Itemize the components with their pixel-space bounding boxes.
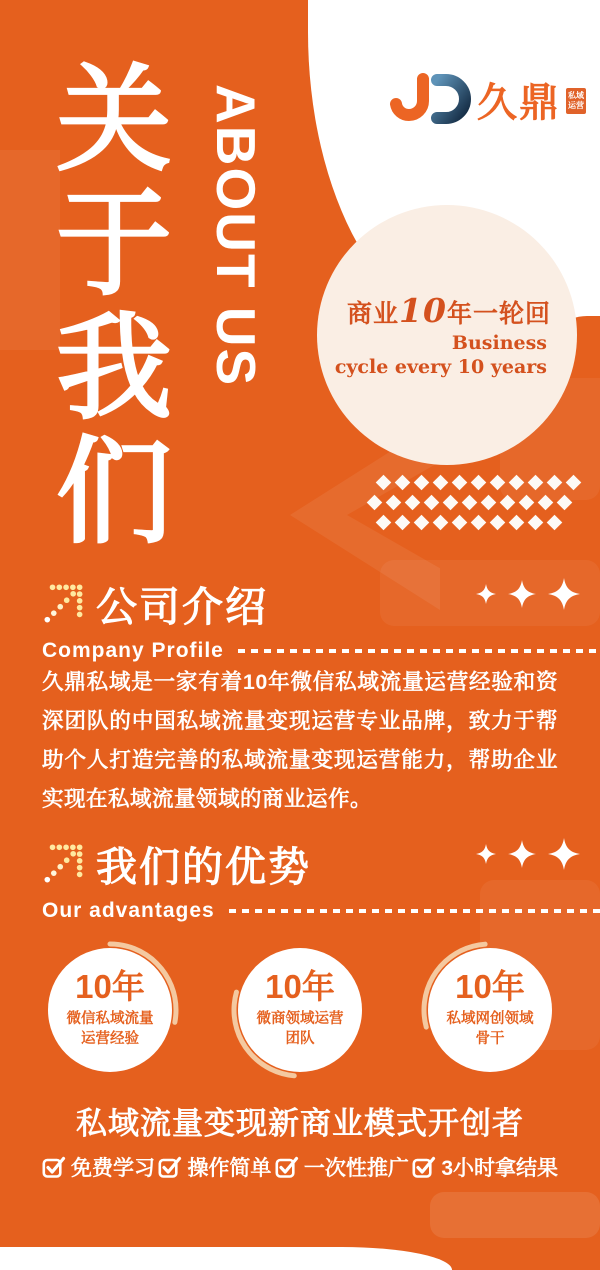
diamond-icon	[452, 475, 468, 491]
checkbox-check-icon	[42, 1155, 66, 1179]
page-title-english: ABOUT US	[205, 84, 267, 388]
dashed-divider	[229, 909, 600, 913]
diamond-icon	[490, 515, 506, 531]
business-cycle-bubble	[317, 205, 577, 465]
advantage-years: 10年	[75, 968, 145, 1006]
diamond-icon	[547, 475, 563, 491]
diamond-icon	[519, 495, 535, 511]
checkbox-check-icon	[275, 1155, 299, 1179]
diamond-icon	[376, 475, 392, 491]
advantage-label: 微商领域运营 团队	[256, 1011, 344, 1047]
diamond-icon	[433, 515, 449, 531]
diamond-icon	[557, 495, 573, 511]
sparkle-stars	[476, 578, 580, 610]
advantage-years: 10年	[455, 968, 525, 1006]
bubble-english-line: Business cycle every 10 years	[334, 332, 547, 378]
diamond-icon	[500, 495, 516, 511]
feature-item: 一次性推广	[275, 1152, 409, 1182]
diamond-row	[378, 517, 587, 532]
features-row	[0, 1152, 600, 1182]
diamond-icon	[376, 515, 392, 531]
title-char: 于	[56, 179, 172, 309]
diamond-icon	[414, 515, 430, 531]
diamond-icon	[547, 515, 563, 531]
diamond-icon	[443, 495, 459, 511]
section-title: 我们的优势	[96, 844, 311, 890]
diamond-icon	[395, 515, 411, 531]
diamond-icon	[528, 515, 544, 531]
bottom-left-white-cut	[0, 1247, 452, 1270]
checkbox-check-icon	[412, 1155, 436, 1179]
page-title-vertical	[44, 55, 184, 557]
section-title: 公司介绍	[96, 584, 268, 630]
star-icon	[508, 580, 536, 608]
star-icon	[476, 844, 496, 864]
title-char: 我	[56, 303, 172, 433]
diamond-icon	[424, 495, 440, 511]
advantage-circle	[420, 940, 560, 1080]
diamond-row	[378, 477, 587, 492]
diamond-icon	[433, 475, 449, 491]
diamond-icon	[528, 475, 544, 491]
advantage-label: 私域网创领域 骨干	[446, 1011, 534, 1047]
diamond-icon	[566, 475, 582, 491]
footer-headline: 私域流量变现新商业模式开创者	[76, 1106, 524, 1141]
diamond-icon	[414, 475, 430, 491]
section-subtitle: Company Profile	[42, 639, 224, 662]
star-icon	[508, 840, 536, 868]
advantage-circle	[230, 940, 370, 1080]
section-subtitle: Our advantages	[42, 899, 215, 922]
section-company-profile-header	[0, 574, 600, 663]
sparkle-stars	[476, 838, 580, 870]
brand-badge: 私域 运营	[566, 88, 586, 114]
title-char: 们	[56, 427, 172, 557]
diamond-icon	[471, 475, 487, 491]
diamond-icon	[509, 515, 525, 531]
star-icon	[548, 578, 580, 610]
dotted-arrow-icon	[40, 840, 88, 888]
star-icon	[548, 838, 580, 870]
diamond-icon	[386, 495, 402, 511]
diamond-icon	[462, 495, 478, 511]
advantages-row	[0, 940, 600, 1080]
diamond-icon	[509, 475, 525, 491]
diamond-icon	[471, 515, 487, 531]
diamond-pattern	[378, 477, 587, 537]
checkbox-check-icon	[158, 1155, 182, 1179]
dotted-arrow-icon	[40, 580, 88, 628]
dashed-divider	[238, 649, 600, 653]
diamond-icon	[405, 495, 421, 511]
diamond-icon	[481, 495, 497, 511]
diamond-icon	[395, 475, 411, 491]
diamond-icon	[538, 495, 554, 511]
title-char: 关	[56, 55, 172, 185]
diamond-row	[369, 497, 587, 512]
section-advantages-header	[0, 834, 600, 923]
advantage-years: 10年	[265, 968, 335, 1006]
advantage-circle	[40, 940, 180, 1080]
diamond-icon	[452, 515, 468, 531]
feature-item: 操作简单	[158, 1152, 271, 1182]
texture-shape	[430, 1192, 600, 1238]
feature-item: 3小时拿结果	[412, 1152, 558, 1182]
star-icon	[476, 584, 496, 604]
feature-item: 免费学习	[42, 1152, 155, 1182]
advantage-label: 微信私域流量 运营经验	[66, 1011, 154, 1047]
company-description: 久鼎私域是一家有着10年微信私域流量运营经验和资深团队的中国私域流量变现运营专业品牌，致力于帮助个人打造完善的私域流量变现运营能力，帮助企业实现在私域流量领域的商业运作。	[42, 670, 558, 812]
jd-monogram-icon	[381, 70, 473, 128]
brand-logo	[381, 70, 586, 128]
brand-name: 久鼎	[477, 80, 561, 125]
diamond-icon	[490, 475, 506, 491]
diamond-icon	[367, 495, 383, 511]
bubble-chinese-line: 商业10年一轮回	[347, 291, 551, 330]
